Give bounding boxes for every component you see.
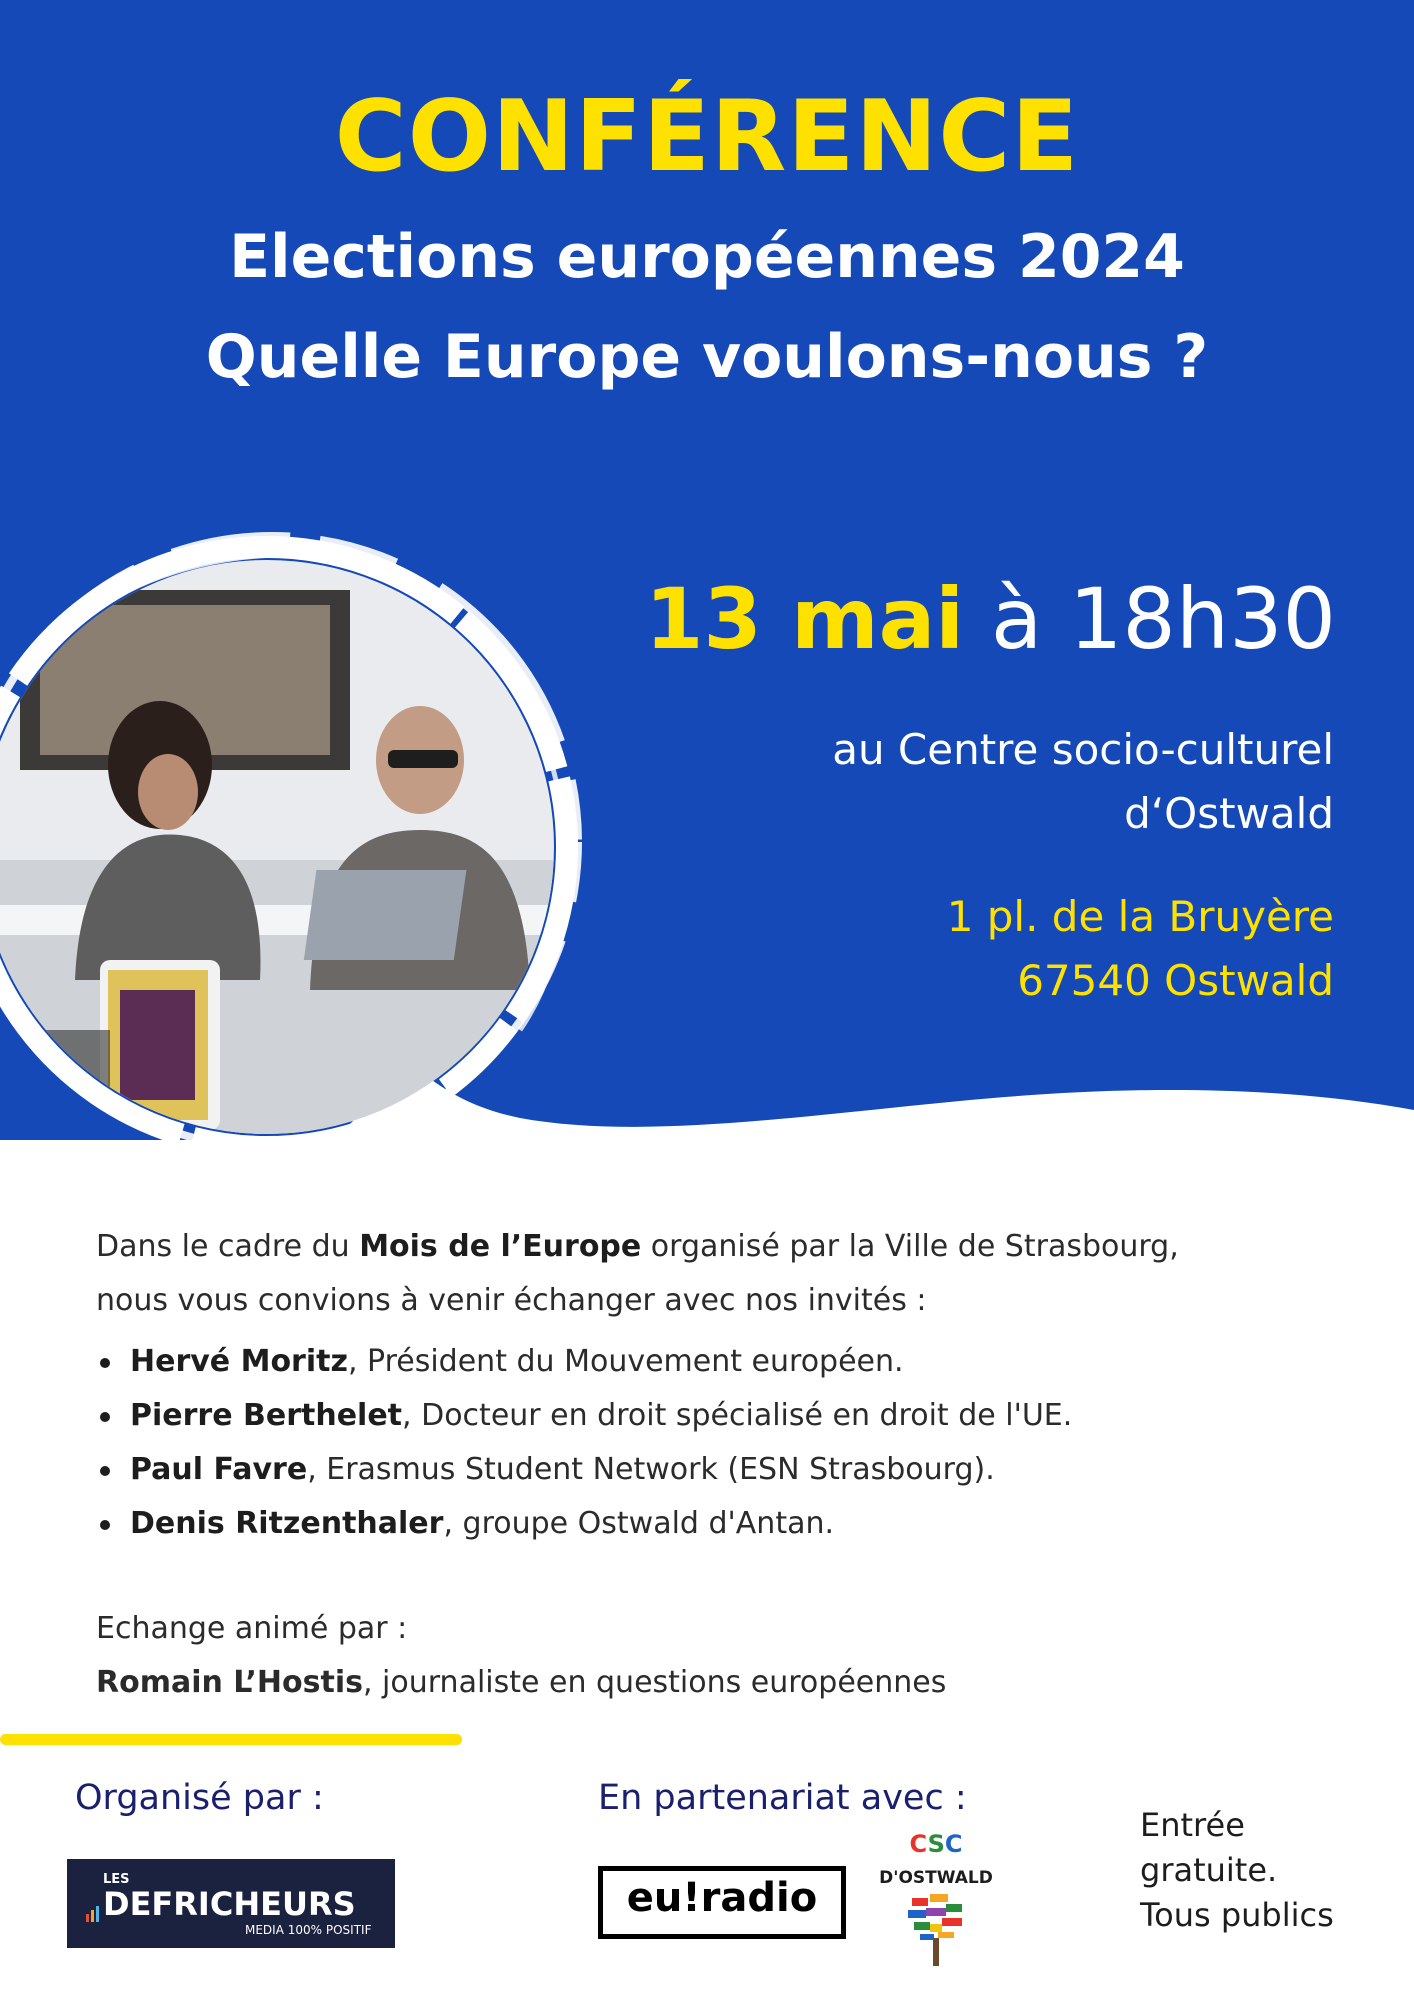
moderator-block (96, 1602, 946, 1710)
intro-part-2: organisé par la Ville de Strasbourg, (641, 1229, 1179, 1264)
bar-chart-icon (86, 1904, 100, 1922)
guest-list (96, 1335, 1336, 1551)
event-address (947, 885, 1334, 1013)
euradio-text: eu!radio (626, 1875, 818, 1921)
moderator-label: Echange animé par : (96, 1611, 408, 1646)
free-line-2: gratuite. (1140, 1851, 1278, 1889)
subtitle-line-2: Quelle Europe voulons-nous ? (205, 322, 1209, 392)
guest-item (96, 1443, 1336, 1497)
guest-role: , Président du Mouvement européen. (347, 1344, 904, 1379)
organised-by-label: Organisé par : (75, 1778, 324, 1818)
euradio-logo (598, 1866, 846, 1939)
les-defricheurs-logo (67, 1859, 395, 1948)
intro-part-1: Dans le cadre du (96, 1229, 360, 1264)
venue-line-1: au Centre socio-culturel (832, 725, 1334, 774)
logo-tagline: MEDIA 100% POSITIF (245, 1923, 372, 1937)
address-line-2: 67540 Ostwald (1017, 956, 1334, 1005)
guest-item (96, 1497, 1336, 1551)
free-entry-text (1140, 1803, 1334, 1938)
guest-name: Pierre Berthelet (130, 1398, 403, 1433)
csc-letter-s: S (927, 1830, 945, 1858)
guest-name: Denis Ritzenthaler (130, 1506, 444, 1541)
venue-line-2: d‘Ostwald (1124, 789, 1334, 838)
free-line-1: Entrée (1140, 1806, 1245, 1844)
csc-ostwald-logo (870, 1830, 1002, 1970)
intro-paragraph (96, 1220, 1336, 1328)
conference-heading: CONFÉRENCE (334, 80, 1080, 194)
intro-line-2: nous vous convions à venir échanger avec nos invités : (96, 1283, 927, 1318)
intro-line-1 (96, 1220, 1336, 1274)
event-datetime (645, 570, 1336, 668)
guest-role: , Docteur en droit spécialisé en droit de l'UE. (402, 1398, 1073, 1433)
event-time: à 18h30 (990, 570, 1336, 668)
moderator-name: Romain L’Hostis (96, 1665, 363, 1700)
yellow-divider (0, 1734, 462, 1745)
guest-role: , Erasmus Student Network (ESN Strasbourg). (307, 1452, 995, 1487)
guest-item (96, 1335, 1336, 1389)
logo-defricheurs-text: DEFRICHEURS (103, 1885, 356, 1923)
guest-name: Paul Favre (130, 1452, 308, 1487)
moderator-line (96, 1656, 946, 1710)
event-date: 13 mai (644, 570, 965, 668)
guest-role: , groupe Ostwald d'Antan. (443, 1506, 835, 1541)
partnership-label: En partenariat avec : (598, 1778, 967, 1818)
intro-highlight: Mois de l’Europe (359, 1229, 642, 1264)
free-line-3: Tous publics (1140, 1896, 1334, 1934)
guest-item (96, 1389, 1336, 1443)
moderator-role: , journaliste en questions européennes (362, 1665, 947, 1700)
speaker-photo (0, 560, 554, 1134)
csc-ostwald-text: D'OSTWALD (879, 1868, 993, 1888)
logo-les-text: LES (103, 1872, 130, 1887)
csc-letter-c: C (909, 1830, 928, 1858)
speaker-photo-frame (0, 530, 600, 1150)
subtitle-line-1: Elections européennes 2024 (229, 222, 1185, 292)
conference-photo-illustration (0, 560, 554, 1134)
tree-icon (906, 1894, 966, 1968)
csc-letters (870, 1830, 1002, 1858)
guest-name: Hervé Moritz (130, 1344, 348, 1379)
event-venue (832, 718, 1334, 846)
address-line-1: 1 pl. de la Bruyère (946, 892, 1334, 941)
csc-letter-c2: C (944, 1830, 963, 1858)
